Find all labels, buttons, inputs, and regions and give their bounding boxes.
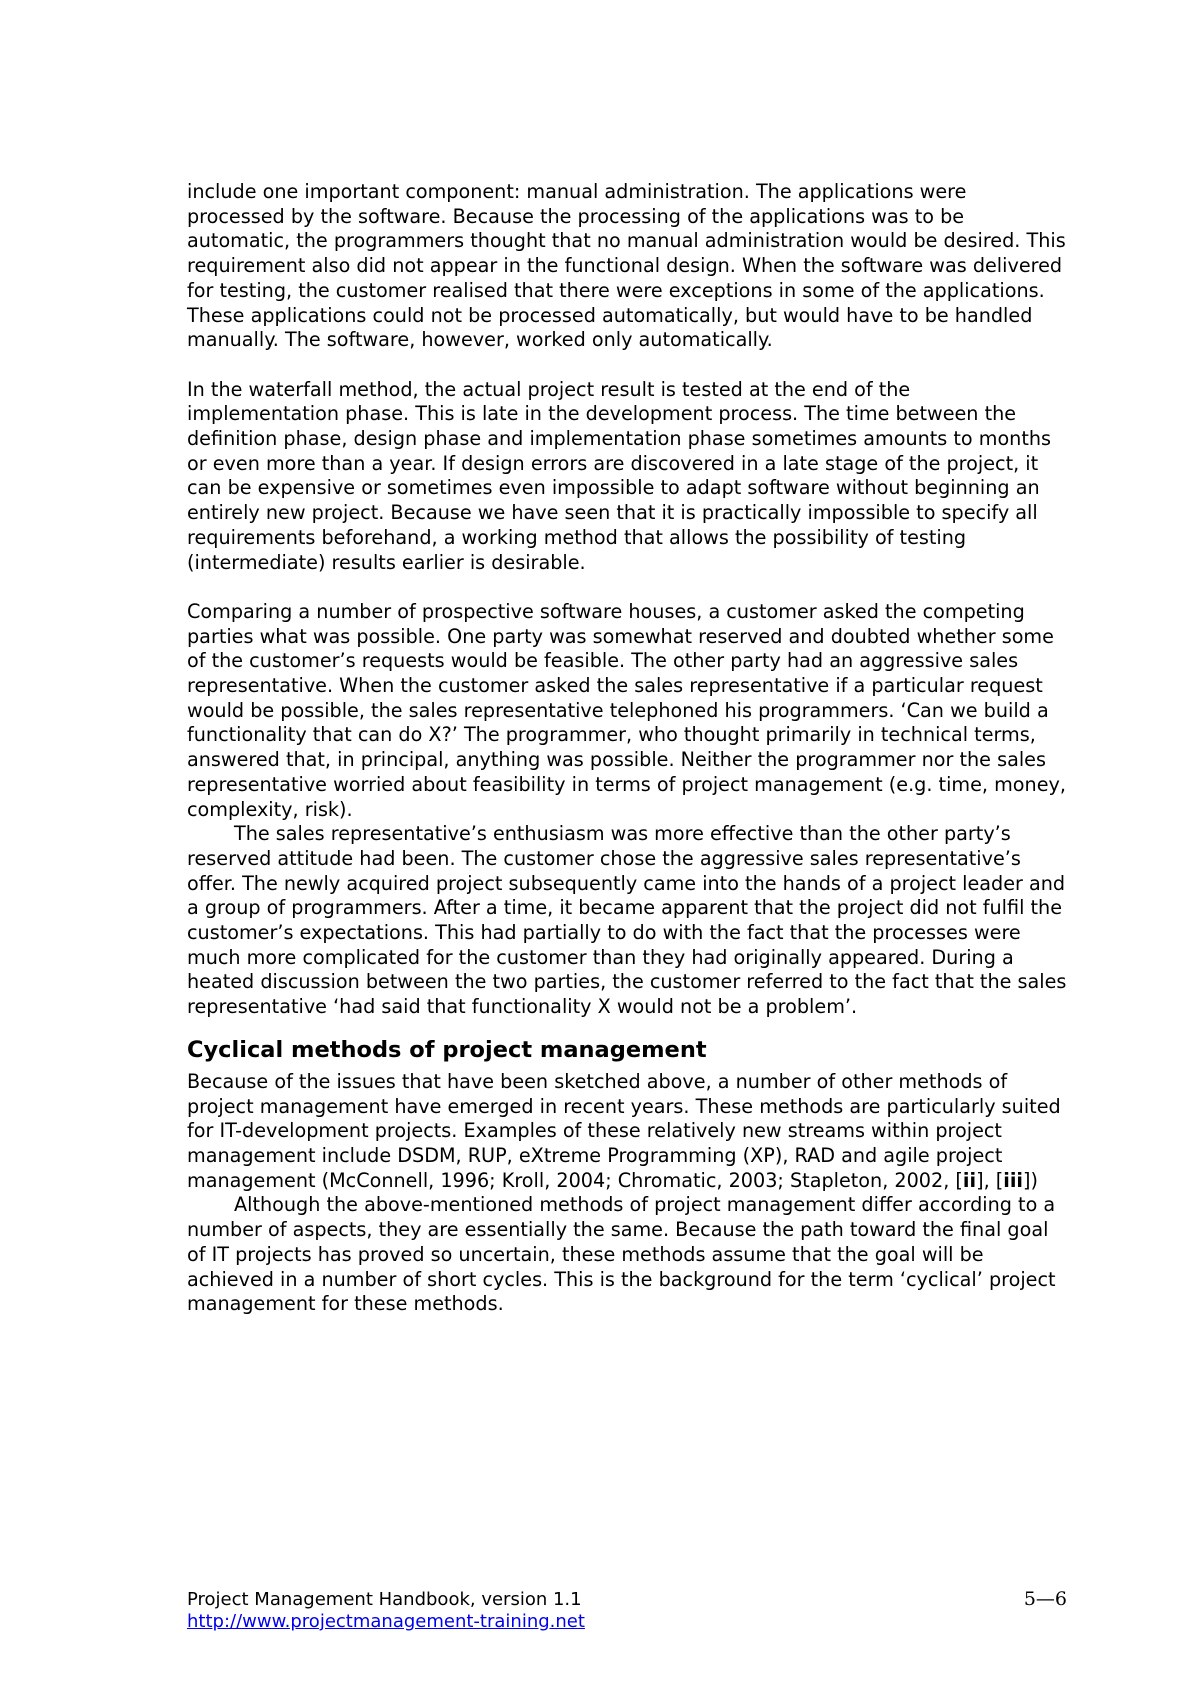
footer-title: Project Management Handbook, version 1.1 [187,1589,582,1610]
paragraph-spacer [187,353,1067,378]
body-paragraph: include one important component: manual administration. The applications were processed by the software. Because the processing of the applications was to be automatic, the programmers thought that no manual administration would be desired. This requirement also did not appear in the functional design. When the software was delivered for testing, the customer realised that there were exceptions in some of the applications. These applications could not be processed automatically, but would have to be handled manually. The software, however, worked only automatically. [187,180,1066,352]
page-footer [187,1588,1067,1633]
paragraph-spacer [187,575,1067,600]
page-number: 5—6 [1023,1588,1067,1610]
body-paragraph: Although the above-mentioned methods of project management differ according to a number of aspects, they are essentially the same. Because the path toward the final goal of IT projects has proved so uncertain, these methods assume that the goal will be achieved in a number of short cycles. This is the background for the term ‘cyclical’ project management for these methods. [187,1193,1056,1316]
section-heading: Cyclical methods of project management [187,1036,707,1063]
page-content [187,180,1067,1317]
reference-link[interactable]: ii [962,1168,977,1192]
paragraph-text: Because of the issues that have been sketched above, a number of other methods of project management have emerged in recent years. These methods are particularly suited for IT-development projects. Examples of these relatively new streams within project management include DSDM, RUP, eXtreme Programming (XP), RAD and agile project management (McConnell, 1996; Kroll, 2004; Chromatic, 2003; Stapleton, 2002, [187,1069,1061,1192]
body-paragraph: In the waterfall method, the actual project result is tested at the end of the implementation phase. This is late in the development process. The time between the definition phase, design phase and implementation phase sometimes amounts to months or even more than a year. If design errors are discovered in a late stage of the project, it can be expensive or sometimes even impossible to adapt software without beginning an entirely new project. Because we have seen that it is practically impossible to specify all requirements beforehand, a working method that allows the possibility of testing (intermediate) results earlier is desirable. [187,377,1052,574]
reference-bracket: [ [955,1168,963,1192]
body-paragraph: Comparing a number of prospective software houses, a customer asked the competing parties what was possible. One party was somewhat reserved and doubted whether some of the customer’s requests would be feasible. The other party had an aggressive sales representative. When the customer asked the sales representative if a particular request would be possible, the sales representative telephoned his programmers. ‘Can we build a functionality that can do X?’ The programmer, who thought primarily in technical terms, answered that, in principal, anything was possible. Neither the programmer nor the sales representative worried about feasibility in terms of project management (e.g. time, money, complexity, risk). [187,599,1066,821]
reference-bracket: ]) [1022,1168,1038,1192]
footer-url-link[interactable]: http://www.projectmanagement-training.net [187,1611,585,1632]
reference-separator: ], [ [976,1168,1004,1192]
reference-link[interactable]: iii [1003,1168,1023,1192]
body-paragraph: The sales representative’s enthusiasm was more effective than the other party’s reserved attitude had been. The customer chose the aggressive sales representative’s offer. The newly acquired project subsequently came into the hands of a project leader and a group of programmers. After a time, it became apparent that the project did not fulfil the customer’s expectations. This had partially to do with the fact that the processes were much more complicated for the customer than they had originally appeared. During a heated discussion between the two parties, the customer referred to the fact that the sales representative ‘had said that functionality X would not be a problem’. [187,822,1067,1019]
body-paragraph-with-references [187,1070,1067,1194]
footer-row [187,1588,1067,1611]
